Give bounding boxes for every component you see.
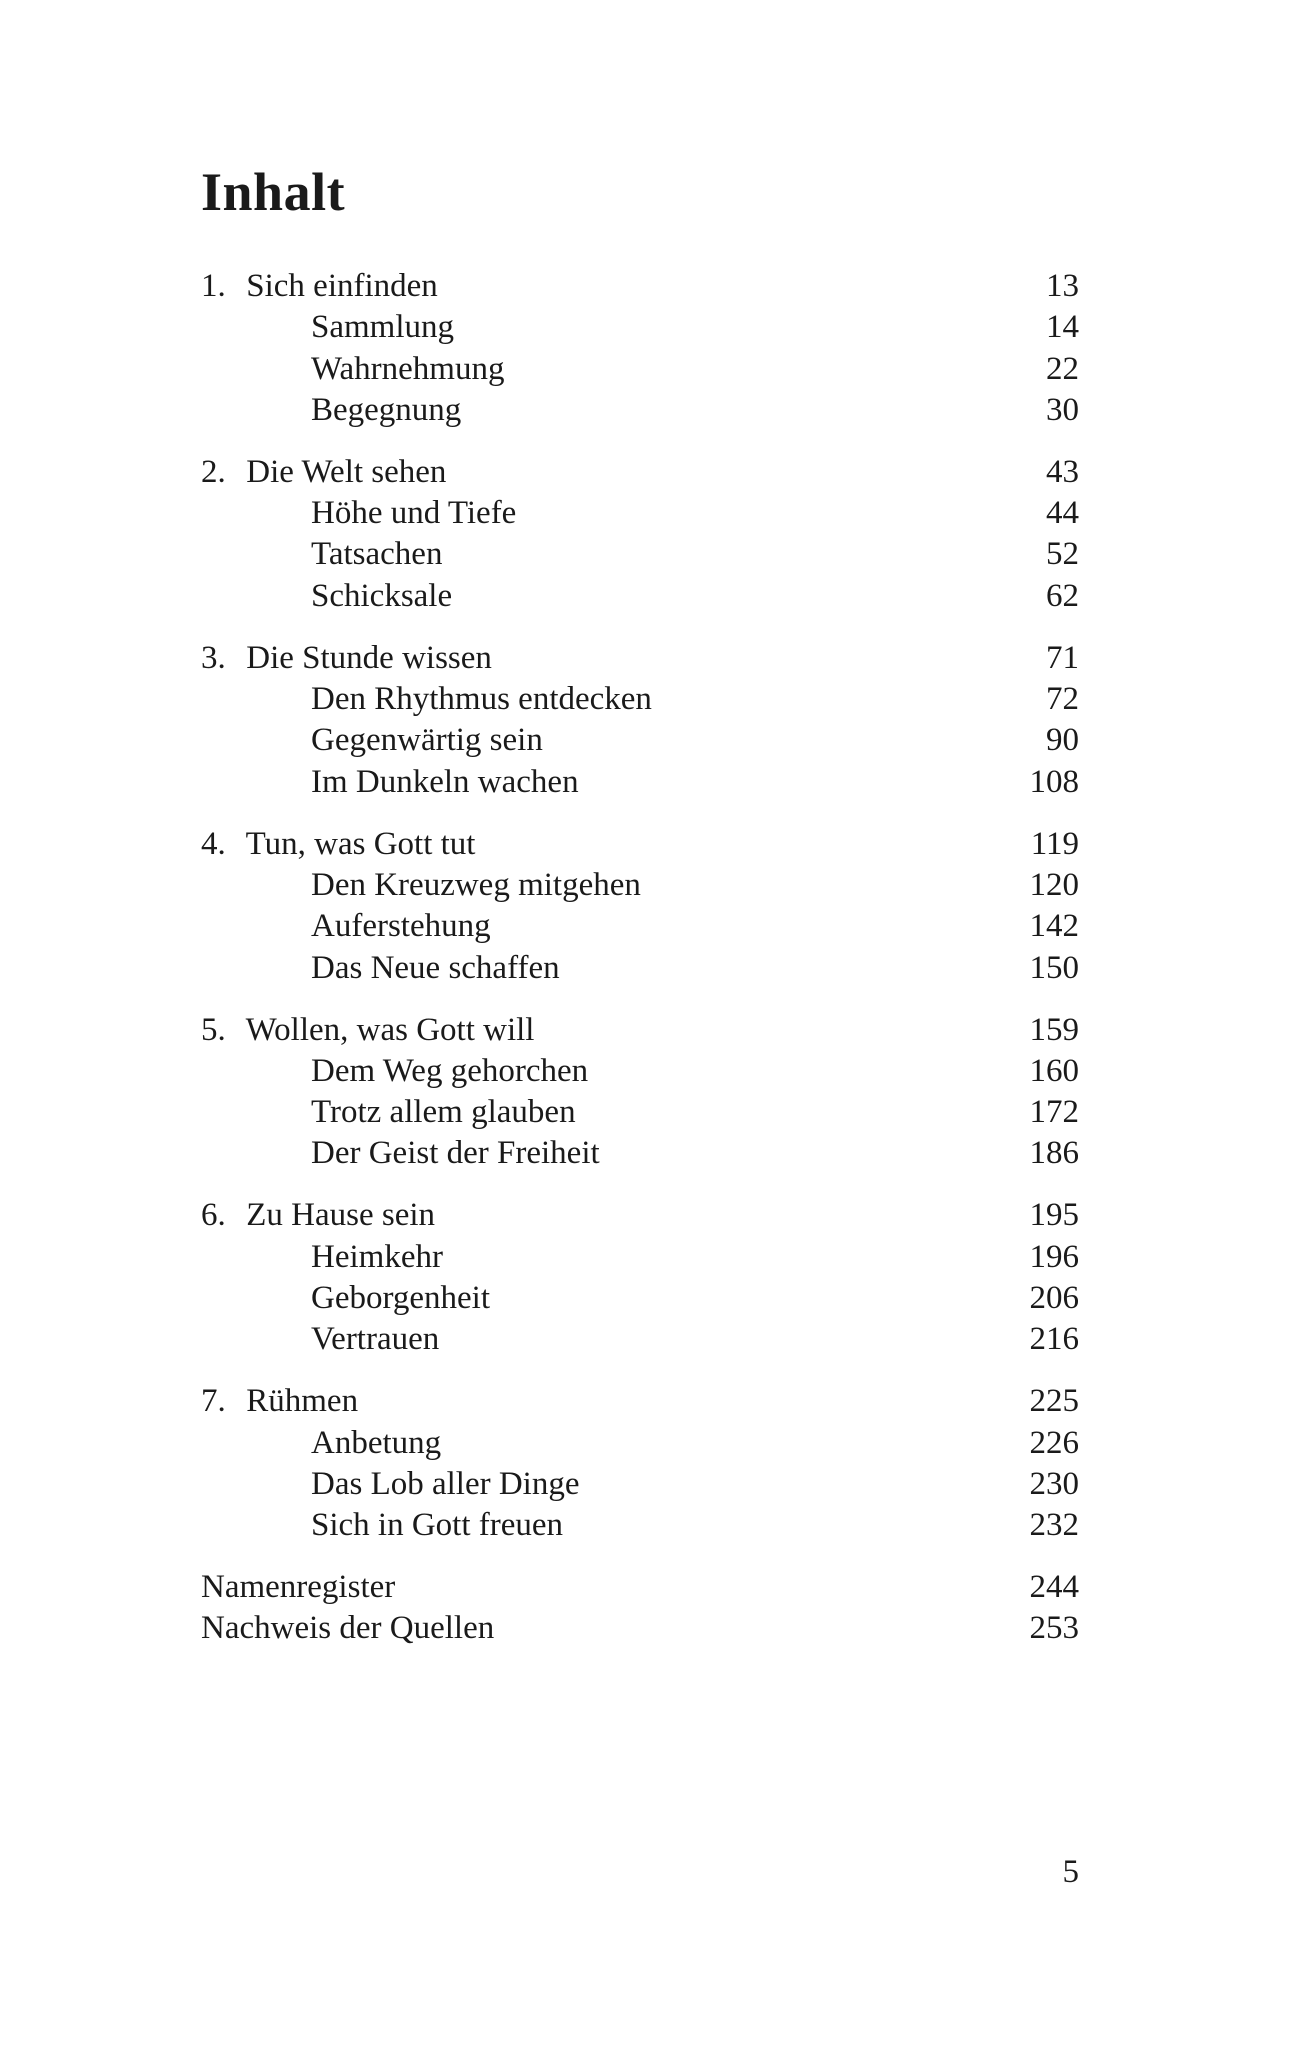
subsection-page-number: 14 bbox=[1046, 309, 1079, 346]
subsection-title: Wahrnehmung bbox=[311, 350, 505, 387]
subsection-title: Geborgenheit bbox=[311, 1279, 491, 1316]
subsection-title: Heimkehr bbox=[311, 1238, 443, 1275]
subsection-page-number: 90 bbox=[1046, 722, 1079, 759]
subsection-page-number: 216 bbox=[1029, 1321, 1079, 1358]
toc-subsection-row bbox=[201, 1237, 1079, 1278]
chapter-title: Die Stunde wissen bbox=[246, 639, 492, 676]
chapter-number: 4. bbox=[201, 825, 226, 862]
chapter-number: 5. bbox=[201, 1011, 226, 1048]
chapter-page-number: 43 bbox=[1046, 453, 1079, 490]
chapter-number: 6. bbox=[201, 1197, 226, 1234]
subsection-page-number: 196 bbox=[1029, 1238, 1079, 1275]
toc-subsection-row bbox=[201, 534, 1079, 575]
chapter-title: Tun, was Gott tut bbox=[245, 825, 476, 862]
toc-chapter-row bbox=[201, 1381, 1079, 1422]
chapter-page-number: 13 bbox=[1046, 268, 1079, 304]
chapter-title: Die Welt sehen bbox=[246, 453, 447, 490]
toc-subsection-row bbox=[201, 349, 1079, 390]
subsection-page-number: 44 bbox=[1046, 495, 1079, 532]
toc-subsection-row bbox=[201, 390, 1079, 431]
page-folio: 5 bbox=[1062, 1854, 1079, 1890]
subsection-page-number: 62 bbox=[1046, 577, 1079, 614]
back-matter-title: Namenregister bbox=[201, 1569, 396, 1606]
subsection-page-number: 72 bbox=[1046, 681, 1079, 718]
subsection-page-number: 172 bbox=[1029, 1094, 1079, 1131]
chapter-page-number: 119 bbox=[1030, 825, 1079, 862]
chapter-page-number: 71 bbox=[1046, 639, 1079, 676]
toc-subsection-row bbox=[201, 1423, 1079, 1464]
chapter-number: 2. bbox=[201, 453, 226, 490]
subsection-page-number: 226 bbox=[1029, 1424, 1079, 1461]
toc-subsection-row bbox=[201, 865, 1079, 906]
subsection-title: Vertrauen bbox=[311, 1321, 440, 1358]
back-matter-page-number: 244 bbox=[1029, 1569, 1079, 1606]
toc-back-matter-row bbox=[201, 1608, 1079, 1649]
subsection-title: Der Geist der Freiheit bbox=[311, 1135, 600, 1172]
toc-chapter-row bbox=[201, 1195, 1079, 1236]
subsection-page-number: 206 bbox=[1029, 1279, 1079, 1316]
toc-subsection-row bbox=[201, 1133, 1079, 1174]
chapter-title: Sich einfinden bbox=[246, 268, 438, 304]
toc-subsection-row bbox=[201, 679, 1079, 720]
toc-chapter bbox=[201, 1381, 1079, 1546]
subsection-title: Gegenwärtig sein bbox=[311, 722, 543, 759]
table-of-contents bbox=[201, 266, 1079, 1670]
subsection-title: Auferstehung bbox=[311, 908, 491, 945]
chapter-title: Zu Hause sein bbox=[246, 1197, 436, 1234]
subsection-title: Das Neue schaffen bbox=[311, 949, 560, 986]
toc-subsection-row bbox=[201, 1092, 1079, 1133]
toc-chapter bbox=[201, 1010, 1079, 1175]
subsection-title: Trotz allem glauben bbox=[311, 1094, 576, 1131]
subsection-title: Im Dunkeln wachen bbox=[311, 763, 579, 800]
subsection-title: Das Lob aller Dinge bbox=[311, 1465, 580, 1502]
toc-subsection-row bbox=[201, 576, 1079, 617]
toc-chapter bbox=[201, 638, 1079, 803]
chapter-number: 7. bbox=[201, 1383, 226, 1420]
page-title: Inhalt bbox=[201, 162, 346, 222]
chapter-page-number: 195 bbox=[1029, 1197, 1079, 1234]
toc-chapter-row bbox=[201, 266, 1079, 307]
toc-subsection-row bbox=[201, 307, 1079, 348]
subsection-page-number: 52 bbox=[1046, 536, 1079, 573]
subsection-title: Höhe und Tiefe bbox=[311, 495, 517, 532]
toc-subsection-row bbox=[201, 1319, 1079, 1360]
subsection-page-number: 108 bbox=[1029, 763, 1079, 800]
subsection-title: Den Kreuzweg mitgehen bbox=[311, 866, 641, 903]
subsection-title: Anbetung bbox=[311, 1424, 442, 1461]
subsection-title: Den Rhythmus entdecken bbox=[311, 681, 652, 718]
toc-chapter bbox=[201, 266, 1079, 431]
toc-subsection-row bbox=[201, 1278, 1079, 1319]
subsection-page-number: 22 bbox=[1046, 350, 1079, 387]
toc-subsection-row bbox=[201, 948, 1079, 989]
chapter-number: 3. bbox=[201, 639, 226, 676]
subsection-page-number: 232 bbox=[1029, 1507, 1079, 1544]
toc-chapter bbox=[201, 452, 1079, 617]
toc-back-matter bbox=[201, 1567, 1079, 1650]
subsection-page-number: 30 bbox=[1046, 391, 1079, 428]
subsection-page-number: 120 bbox=[1029, 866, 1079, 903]
chapter-title: Rühmen bbox=[246, 1383, 359, 1420]
toc-subsection-row bbox=[201, 1464, 1079, 1505]
chapter-page-number: 225 bbox=[1029, 1383, 1079, 1420]
subsection-page-number: 142 bbox=[1029, 908, 1079, 945]
subsection-page-number: 160 bbox=[1029, 1052, 1079, 1089]
chapter-page-number: 159 bbox=[1029, 1011, 1079, 1048]
toc-subsection-row bbox=[201, 906, 1079, 947]
chapter-title: Wollen, was Gott will bbox=[245, 1011, 535, 1048]
toc-subsection-row bbox=[201, 493, 1079, 534]
subsection-title: Sich in Gott freuen bbox=[311, 1507, 564, 1544]
subsection-page-number: 150 bbox=[1029, 949, 1079, 986]
toc-chapter-row bbox=[201, 452, 1079, 493]
toc-subsection-row bbox=[201, 1505, 1079, 1546]
subsection-page-number: 186 bbox=[1029, 1135, 1079, 1172]
toc-subsection-row bbox=[201, 1051, 1079, 1092]
toc-chapter-row bbox=[201, 1010, 1079, 1051]
subsection-title: Begegnung bbox=[311, 391, 462, 428]
toc-chapter-row bbox=[201, 638, 1079, 679]
toc-subsection-row bbox=[201, 720, 1079, 761]
toc-chapter-row bbox=[201, 824, 1079, 865]
subsection-title: Tatsachen bbox=[311, 536, 443, 573]
toc-back-matter-row bbox=[201, 1567, 1079, 1608]
subsection-title: Sammlung bbox=[311, 309, 455, 346]
chapter-number: 1. bbox=[201, 268, 226, 304]
toc-subsection-row bbox=[201, 762, 1079, 803]
subsection-title: Schicksale bbox=[311, 577, 453, 614]
subsection-page-number: 230 bbox=[1029, 1465, 1079, 1502]
toc-chapter bbox=[201, 1195, 1079, 1360]
toc-chapter bbox=[201, 824, 1079, 989]
subsection-title: Dem Weg gehorchen bbox=[311, 1052, 589, 1089]
back-matter-title: Nachweis der Quellen bbox=[201, 1610, 495, 1647]
back-matter-page-number: 253 bbox=[1029, 1610, 1079, 1647]
